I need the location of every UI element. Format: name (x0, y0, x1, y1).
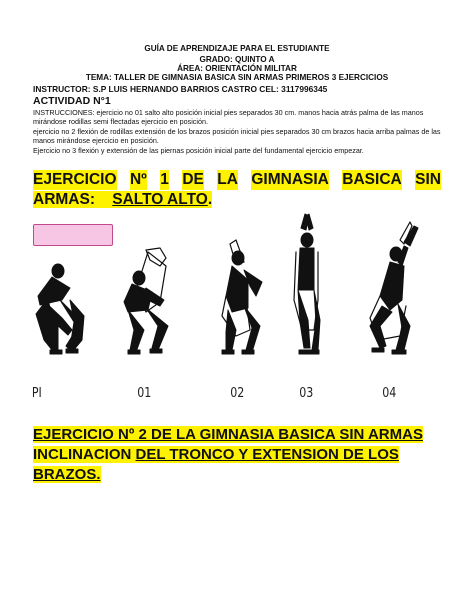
exercise-1-word: DE (182, 171, 204, 188)
exercise-2-title: EJERCICIO Nº 2 DE LA GIMNASIA BASICA SIN ARMAS (33, 426, 423, 443)
instructions-paragraph-2: ejercicio no 2 flexión de rodillas extensión de los brazos posición inicial pies separados 30 cm brazos hacia arriba palmas de las manos mirándose ejercicio en posición. (33, 127, 441, 146)
header-line-3: ÁREA: ORIENTACIÓN MILITAR (177, 64, 297, 73)
exercise-2-subtitle-a: INCLINACION (33, 446, 136, 463)
figure-label-01: 01 (137, 386, 152, 401)
exercise-1-word: Nº (129, 171, 147, 188)
exercise-2-subtitle-b: DEL TRONCO Y EXTENSION DE LOS BRAZOS. (33, 446, 399, 483)
figure-label-pi: PI (31, 386, 42, 401)
instructions-paragraph-3: Ejercicio no 3 flexión y extensión de las piernas posición inicial parte del fundamental ejercicio empezar. (33, 146, 364, 155)
exercise-1-word: BASICA (342, 171, 402, 188)
exercise-1-word: 1 (160, 171, 169, 188)
header-line-4: TEMA: TALLER DE GIMNASIA BASICA SIN ARMAS PRIMEROS 3 EJERCICIOS (85, 73, 389, 82)
figure-label-03: 03 (299, 386, 314, 401)
figure-02 (222, 240, 262, 354)
figure-01 (124, 248, 168, 354)
header-line-2: GRADO: QUINTO A (199, 55, 275, 64)
figure-label-04: 04 (382, 386, 397, 401)
exercise-1-word: EJERCICIO (33, 171, 117, 188)
header-line-1: GUÍA DE APRENDIZAJE PARA EL ESTUDIANTE (144, 44, 330, 53)
figure-04 (370, 222, 418, 354)
exercise-1-word: GIMNASIA (251, 171, 329, 188)
exercise-1-prefix: ARMAS: (33, 191, 95, 208)
exercise-2-heading-line-2 (33, 445, 441, 485)
activity-title: ACTIVIDAD N°1 (33, 95, 111, 107)
exercise-1-word: SIN (415, 171, 441, 188)
figure-03 (294, 214, 320, 354)
figure-label-02: 02 (230, 386, 245, 401)
exercise-2-heading (33, 425, 441, 485)
exercise-2-heading-line-1 (33, 425, 441, 445)
exercise-1-word: LA (217, 171, 238, 188)
figure-pi (36, 264, 84, 354)
instructions-paragraph-1: INSTRUCCIONES: ejercicio no 01 salto alto posición inicial pies separados 30 cm. manos hacia atrás palma de las manos mirándose rodillas semi flectadas ejercicio en posición. (33, 108, 424, 127)
exercise-1-name: SALTO ALTO (112, 191, 208, 208)
exercise-1-period: . (207, 191, 213, 208)
instructor-line: INSTRUCTOR: S.P LUIS HERNANDO BARRIOS CASTRO CEL: 3117996345 (33, 84, 328, 94)
